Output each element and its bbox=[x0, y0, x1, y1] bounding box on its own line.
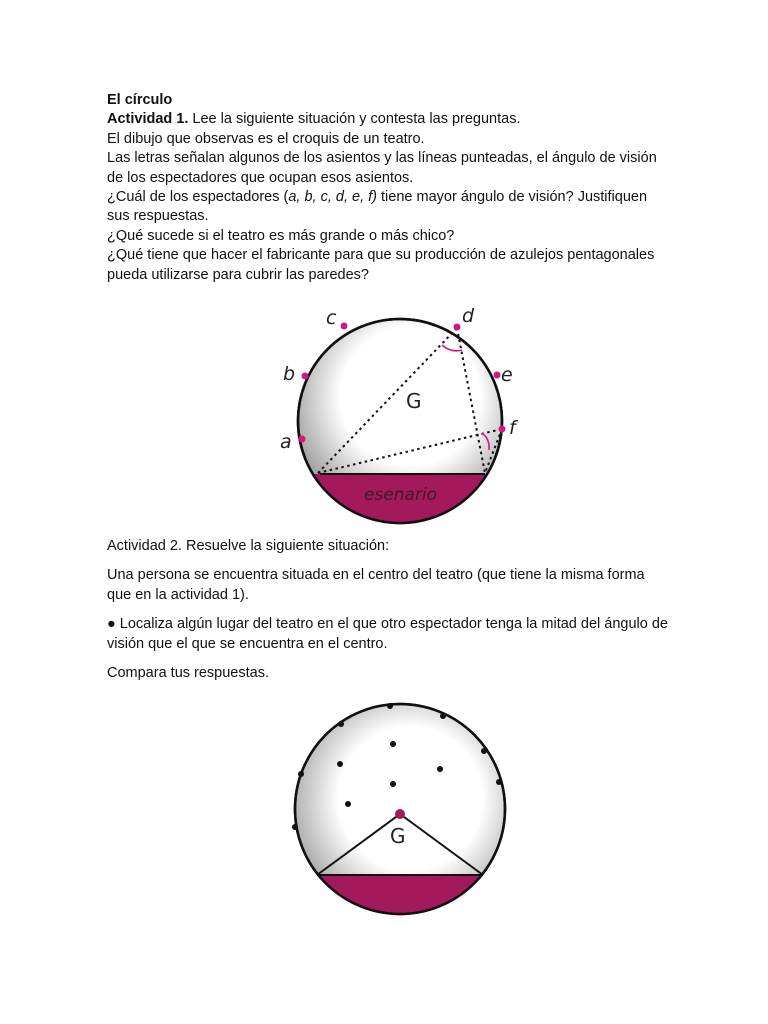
label-d: d bbox=[462, 305, 475, 327]
bullet-item bbox=[107, 615, 707, 634]
question-1-continued: sus respuestas. bbox=[107, 208, 209, 225]
question-1-end: tiene mayor ángulo de visión? Justifiquen bbox=[377, 189, 648, 206]
label-f: f bbox=[509, 417, 516, 439]
activity-1-instruction: Lee la siguiente situación y contesta las preguntas. bbox=[188, 111, 521, 128]
seat-dot bbox=[345, 801, 351, 807]
seat-d bbox=[454, 324, 461, 331]
seat-dot bbox=[390, 781, 396, 787]
label-c: c bbox=[326, 307, 337, 329]
seat-dot bbox=[337, 761, 343, 767]
compare-text: Compara tus respuestas. bbox=[107, 665, 269, 682]
question-1-letters: a, b, c, d, e, f) bbox=[288, 189, 377, 206]
question-1-start: ¿Cuál de los espectadores ( bbox=[107, 189, 289, 206]
question-1 bbox=[107, 188, 707, 207]
text-line: El dibujo que observas es el croquis de un teatro. bbox=[107, 130, 425, 147]
seat-c bbox=[341, 323, 348, 330]
question-2: ¿Qué sucede si el teatro es más grande o más chico? bbox=[107, 227, 455, 244]
paragraph-line: Una persona se encuentra situada en el centro del teatro (que tiene la misma forma bbox=[107, 567, 645, 584]
bullet-text-continued: visión que el que se encuentra en el centro. bbox=[107, 635, 388, 652]
text-line: de los espectadores que ocupan esos asientos. bbox=[107, 169, 414, 186]
label-a: a bbox=[280, 431, 292, 453]
activity-2-title: Actividad 2. Resuelve la siguiente situación: bbox=[107, 538, 390, 554]
activity-1-intro bbox=[107, 110, 707, 129]
seat-dot bbox=[440, 713, 446, 719]
label-g: G bbox=[406, 389, 422, 413]
seat-dot bbox=[338, 721, 344, 727]
stage-area bbox=[290, 875, 510, 935]
question-3-continued: pueda utilizarse para cubrir las paredes? bbox=[107, 266, 369, 283]
seat-b bbox=[302, 373, 309, 380]
seat-dot bbox=[298, 771, 304, 777]
theater-diagram-1 bbox=[270, 300, 530, 530]
seat-e bbox=[494, 372, 501, 379]
text-line: Las letras señalan algunos de los asientos y las líneas punteadas, el ángulo de visión bbox=[107, 150, 657, 167]
stage-label: esenario bbox=[364, 485, 438, 505]
seat-dot bbox=[390, 741, 396, 747]
seat-dot bbox=[437, 766, 443, 772]
question-3: ¿Qué tiene que hacer el fabricante para que su producción de azulejos pentagonales bbox=[107, 247, 655, 264]
activity-1-label: Actividad 1. bbox=[107, 111, 189, 128]
seat-dot bbox=[496, 779, 502, 785]
paragraph-line: que en la actividad 1). bbox=[107, 586, 249, 603]
center-label: G bbox=[390, 824, 406, 848]
page-title: El círculo bbox=[107, 92, 173, 108]
center-point bbox=[395, 809, 405, 819]
label-b: b bbox=[283, 363, 296, 385]
seat-dot bbox=[481, 748, 487, 754]
seat-a bbox=[299, 436, 306, 443]
bullet-text: Localiza algún lugar del teatro en el que otro espectador tenga la mitad del ángulo de bbox=[115, 616, 668, 633]
label-e: e bbox=[501, 364, 513, 386]
activity-2-text bbox=[107, 537, 707, 683]
bullet-icon: ● bbox=[107, 616, 116, 633]
theater-diagram-2 bbox=[280, 695, 520, 935]
seat-dot bbox=[292, 824, 298, 830]
activity-1-text bbox=[107, 91, 707, 285]
seat-f bbox=[499, 426, 506, 433]
seat-dot bbox=[387, 703, 393, 709]
